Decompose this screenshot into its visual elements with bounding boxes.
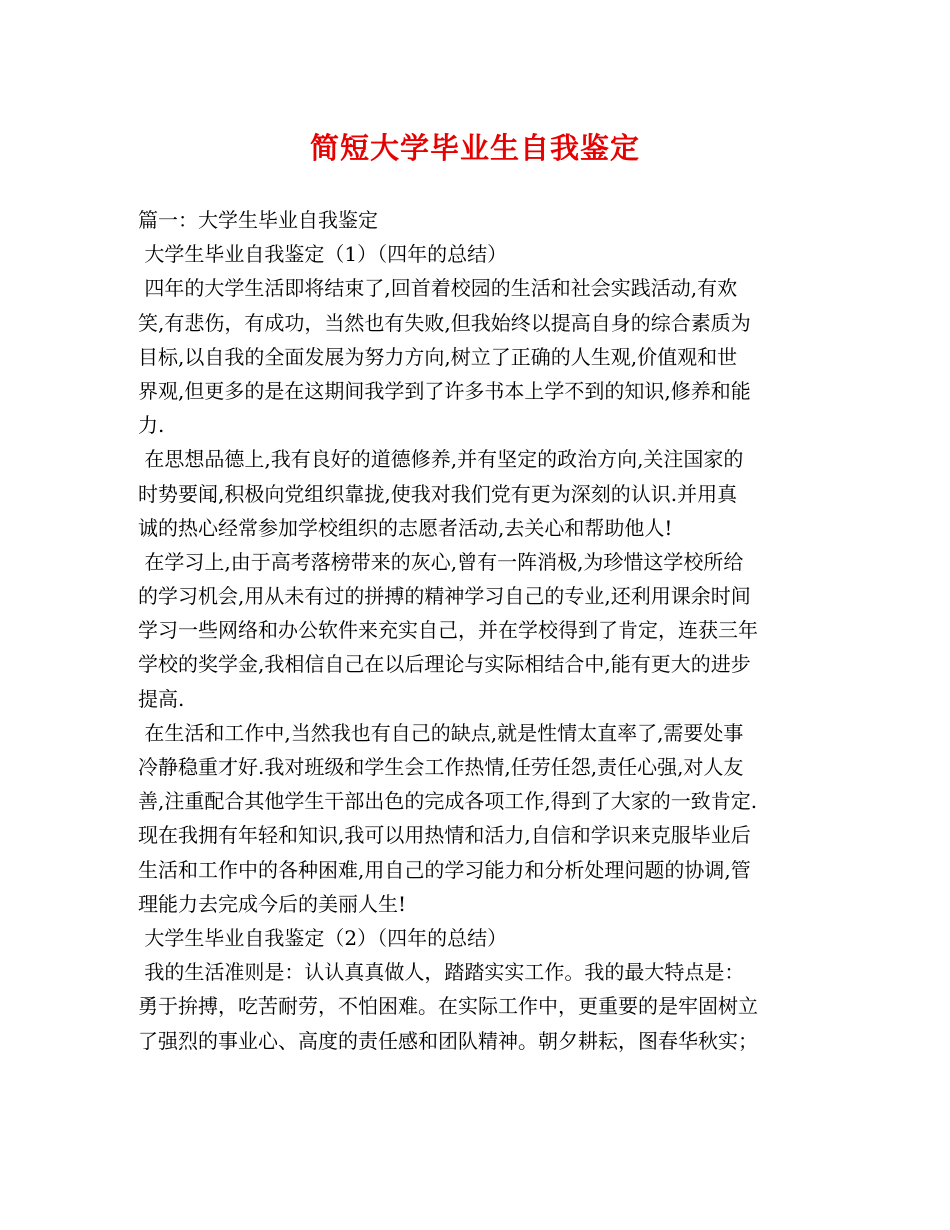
text-line: 笑,有悲伤，有成功，当然也有失败,但我始终以提高自身的综合素质为 bbox=[138, 310, 751, 335]
text-line: 生活和工作中的各种困难,用自己的学习能力和分析处理问题的协调,管 bbox=[138, 857, 751, 882]
text-line: 提高. bbox=[138, 686, 185, 711]
text-line: 力. bbox=[138, 413, 165, 438]
text-line: 善,注重配合其他学生干部出色的完成各项工作,得到了大家的一致肯定. bbox=[138, 789, 758, 814]
text-line: 的学习机会,用从未有过的拼搏的精神学习自己的专业,还利用课余时间 bbox=[138, 584, 751, 609]
document-title: 简短大学毕业生自我鉴定 bbox=[309, 131, 640, 165]
text-line: 学习一些网络和办公软件来充实自己，并在学校得到了肯定，连获三年 bbox=[138, 618, 758, 643]
text-line: 在生活和工作中,当然我也有自己的缺点,就是性情太直率了,需要处事 bbox=[138, 720, 744, 745]
text-line: 目标,以自我的全面发展为努力方向,树立了正确的人生观,价值观和世 bbox=[138, 344, 738, 369]
text-line: 篇一：大学生毕业自我鉴定 bbox=[138, 208, 378, 232]
text-line: 四年的大学生活即将结束了,回首着校园的生活和社会实践活动,有欢 bbox=[138, 276, 738, 301]
document-body bbox=[138, 203, 814, 1058]
text-line: 在思想品德上,我有良好的道德修养,并有坚定的政治方向,关注国家的 bbox=[138, 447, 744, 472]
text-line: 诚的热心经常参加学校组织的志愿者活动,去关心和帮助他人! bbox=[138, 515, 673, 540]
text-line: 大学生毕业自我鉴定（1）（四年的总结） bbox=[138, 242, 508, 267]
text-line: 冷静稳重才好.我对班级和学生会工作热情,任劳任怨,责任心强,对人友 bbox=[138, 755, 744, 779]
text-line: 现在我拥有年轻和知识,我可以用热情和活力,自信和学识来克服毕业后 bbox=[138, 823, 751, 848]
text-line: 学校的奖学金,我相信自己在以后理论与实际相结合中,能有更大的进步 bbox=[138, 652, 751, 677]
text-line: 时势要闻,积极向党组织靠拢,使我对我们党有更为深刻的认识.并用真 bbox=[138, 481, 738, 506]
text-line: 勇于拚搏，吃苦耐劳，不怕困难。在实际工作中，更重要的是牢固树立 bbox=[138, 994, 758, 1019]
text-line: 界观,但更多的是在这期间我学到了许多书本上学不到的知识,修养和能 bbox=[138, 378, 751, 403]
text-line: 我的生活准则是：认认真真做人，踏踏实实工作。我的最大特点是： bbox=[138, 960, 745, 985]
text-line: 大学生毕业自我鉴定（2）（四年的总结） bbox=[138, 925, 508, 950]
text-line: 了强烈的事业心、高度的责任感和团队精神。朝夕耕耘，图春华秋实； bbox=[138, 1028, 758, 1053]
text-line: 在学习上,由于高考落榜带来的灰心,曾有一阵消极,为珍惜这学校所给 bbox=[138, 549, 744, 574]
text-line: 理能力去完成今后的美丽人生! bbox=[138, 891, 407, 916]
